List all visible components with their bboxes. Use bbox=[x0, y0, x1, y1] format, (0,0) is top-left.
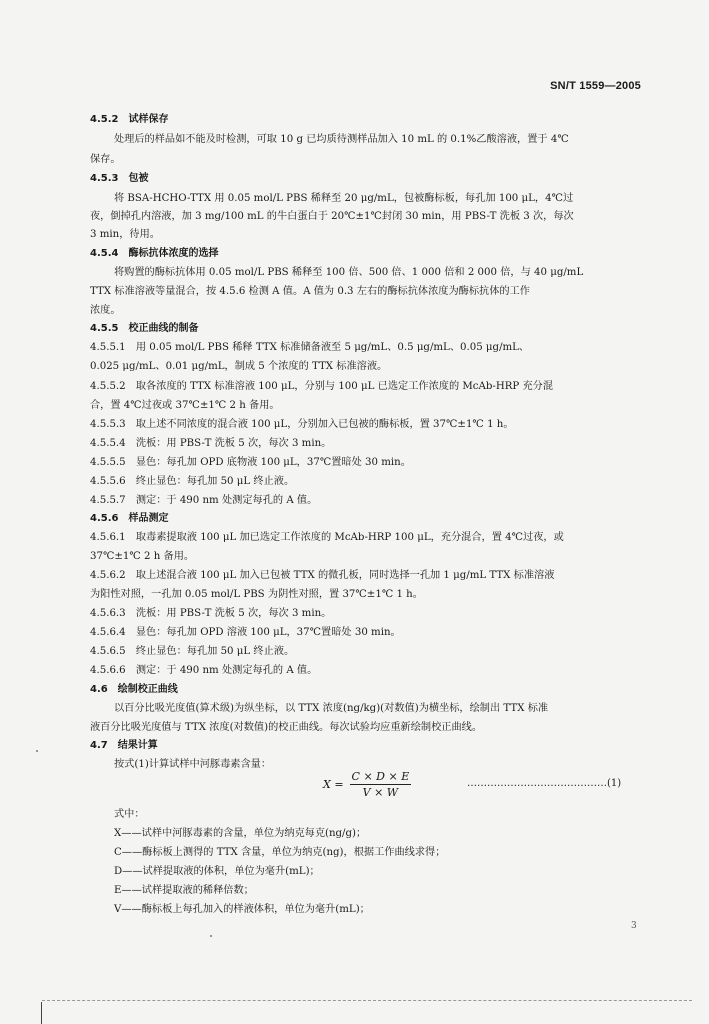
paragraph-line: 按式(1)计算试样中河豚毒素含量： bbox=[114, 759, 272, 770]
paragraph-line: 4.5.6.5 终止显色：每孔加 50 μL 终止液。 bbox=[90, 646, 295, 657]
paragraph-line: 液百分比吸光度值与 TTX 浓度(对数值)的校正曲线。每次试验均应重新绘制校正曲线。 bbox=[90, 722, 483, 733]
formula-numerator: C × D × E bbox=[351, 770, 410, 783]
paragraph-line: 将购置的酶标抗体用 0.05 mol/L PBS 稀释至 100 倍、500 倍、1 000 倍和 2 000 倍，与 40 μg/mL bbox=[114, 267, 584, 278]
variable-definition: D——试样提取液的体积，单位为毫升(mL)； bbox=[114, 866, 320, 877]
paragraph-line: 4.5.5.5 显色：每孔加 OPD 底物液 100 μL，37℃置暗处 30 min。 bbox=[90, 457, 411, 468]
paragraph-line: 保存。 bbox=[90, 154, 121, 165]
formula-denominator: V × W bbox=[362, 786, 399, 799]
paragraph-line: 4.5.5.2 取各浓度的 TTX 标准溶液 100 μL，分别与 100 μL 已选定工作浓度的 McAb-HRP 充分混 bbox=[90, 381, 554, 392]
section-heading: 4.5.4 酶标抗体浓度的选择 bbox=[90, 248, 219, 259]
scan-speck bbox=[36, 750, 38, 752]
formula-fraction bbox=[350, 770, 412, 799]
paragraph-line: 4.5.6.4 显色：每孔加 OPD 溶液 100 μL，37℃置暗处 30 min。 bbox=[90, 627, 401, 638]
variable-definition: E——试样提取液的稀释倍数； bbox=[114, 885, 254, 896]
variable-definition: C——酶标板上测得的 TTX 含量，单位为纳克(ng)，根据工作曲线求得； bbox=[114, 847, 446, 858]
formula bbox=[323, 770, 411, 799]
scan-speck bbox=[210, 935, 212, 937]
paragraph-line: 4.5.6.3 洗板：用 PBS-T 洗板 5 次，每次 3 min。 bbox=[90, 608, 332, 619]
paragraph-line: 4.5.5.4 洗板：用 PBS-T 洗板 5 次，每次 3 min。 bbox=[90, 438, 332, 449]
paragraph-line: 合，置 4℃过夜或 37℃±1℃ 2 h 备用。 bbox=[90, 400, 280, 411]
paragraph-line: 处理后的样品如不能及时检测，可取 10 g 已均质待测样品加入 10 mL 的 0.1%乙酸溶液，置于 4℃ bbox=[114, 134, 569, 145]
standard-code: SN/T 1559—2005 bbox=[550, 80, 641, 92]
paragraph-line: 浓度。 bbox=[90, 305, 121, 316]
paragraph-line: 4.5.6.6 测定：于 490 nm 处测定每孔的 A 值。 bbox=[90, 665, 318, 676]
page-bottom-edge bbox=[42, 1000, 692, 1001]
paragraph-line: 4.5.5.1 用 0.05 mol/L PBS 稀释 TTX 标准储备液至 5 μg/mL、0.5 μg/mL、0.05 μg/mL、 bbox=[90, 342, 530, 353]
paragraph-line: 37℃±1℃ 2 h 备用。 bbox=[90, 551, 195, 562]
variable-definition: V——酶标板上每孔加入的样液体积，单位为毫升(mL)； bbox=[114, 904, 370, 915]
paragraph-line: 为阳性对照，一孔加 0.05 mol/L PBS 为阴性对照，置 37℃±1℃ 1 h。 bbox=[90, 589, 423, 600]
section-heading: 4.7 结果计算 bbox=[90, 740, 158, 751]
paragraph-line: 4.5.5.3 取上述不同浓度的混合液 100 μL，分别加入已包被的酶标板，置 37℃±1℃ 1 h。 bbox=[90, 419, 514, 430]
paragraph-line: 0.025 μg/mL、0.01 μg/mL，制成 5 个浓度的 TTX 标准溶液。 bbox=[90, 361, 388, 372]
paragraph-line: TTX 标准溶液等量混合，按 4.5.6 检测 A 值。A 值为 0.3 左右的酶标抗体浓度为酶标抗体的工作 bbox=[90, 286, 530, 297]
formula-number: ……………………………………(1) bbox=[467, 778, 622, 789]
paragraph-line: 4.5.5.7 测定：于 490 nm 处测定每孔的 A 值。 bbox=[90, 495, 318, 506]
where-heading: 式中： bbox=[114, 809, 145, 820]
section-heading: 4.5.5 校正曲线的制备 bbox=[90, 323, 199, 334]
variable-definition: X——试样中河豚毒素的含量，单位为纳克每克(ng/g)； bbox=[114, 828, 367, 839]
paragraph-line: 夜，倒掉孔内溶液，加 3 mg/100 mL 的牛白蛋白于 20℃±1℃封闭 30 min，用 PBS-T 洗板 3 次，每次 bbox=[90, 211, 574, 222]
paragraph-line: 4.5.6.2 取上述混合液 100 μL 加入已包被 TTX 的微孔板，同时选择一孔加 1 μg/mL TTX 标准溶液 bbox=[90, 570, 555, 581]
section-heading: 4.6 绘制校正曲线 bbox=[90, 684, 178, 695]
paragraph-line: 将 BSA-HCHO-TTX 用 0.05 mol/L PBS 稀释至 20 μg/mL，包被酶标板，每孔加 100 μL，4℃过 bbox=[114, 193, 574, 204]
paragraph-line: 4.5.5.6 终止显色：每孔加 50 μL 终止液。 bbox=[90, 476, 295, 487]
formula-lhs: X = bbox=[323, 778, 344, 791]
page-number: 3 bbox=[631, 921, 637, 931]
section-heading: 4.5.3 包被 bbox=[90, 173, 149, 184]
paragraph-line: 以百分比吸光度值(算术级)为纵坐标，以 TTX 浓度(ng/kg)(对数值)为横坐标，绘制出 TTX 标准 bbox=[114, 703, 549, 714]
section-heading: 4.5.2 试样保存 bbox=[90, 114, 169, 125]
section-heading: 4.5.6 样品测定 bbox=[90, 513, 169, 524]
paragraph-line: 4.5.6.1 取毒素提取液 100 μL 加已选定工作浓度的 McAb-HRP 100 μL，充分混合，置 4℃过夜，或 bbox=[90, 532, 564, 543]
scan-margin-mark bbox=[41, 1002, 42, 1024]
paragraph-line: 3 min，待用。 bbox=[90, 229, 160, 240]
